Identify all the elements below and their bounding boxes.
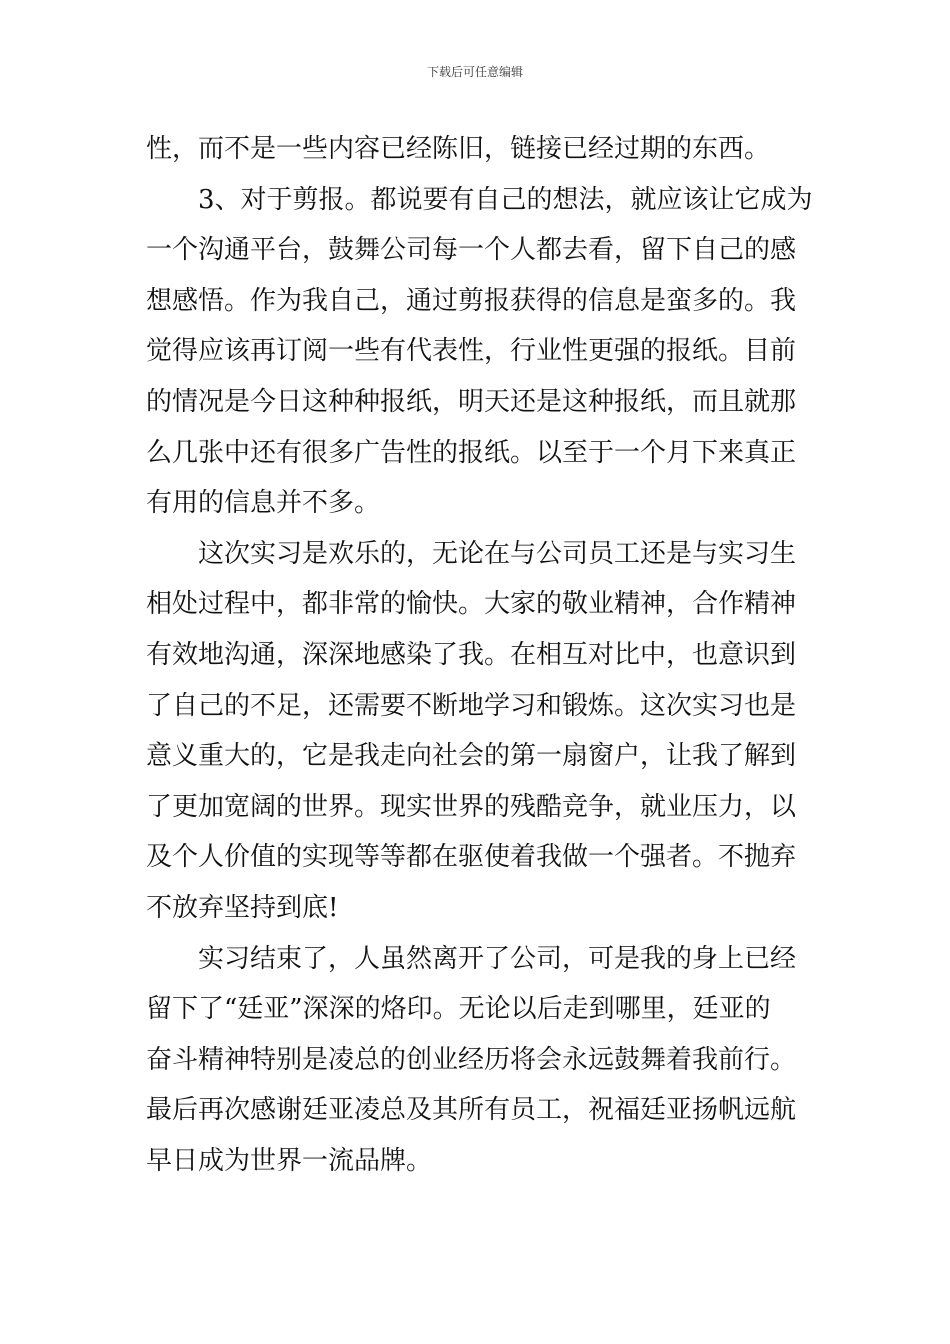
- text-line: 不放弃坚持到底!: [146, 892, 339, 923]
- text-line: 的情况是今日这种种报纸，明天还是这种报纸，而且就那: [146, 386, 797, 417]
- text-line: 了更加宽阔的世界。现实世界的残酷竞争，就业压力，以: [146, 791, 797, 822]
- page-header: 下载后可任意编辑: [426, 65, 523, 79]
- text-line: 有用的信息并不多。: [146, 488, 381, 519]
- text-line: 有效地沟通，深深地感染了我。在相互对比中，也意识到: [146, 639, 797, 670]
- text-line: 最后再次感谢廷亚凌总及其所有员工，祝福廷亚扬帆远航: [146, 1095, 797, 1126]
- paragraph-start-line: 这次实习是欢乐的，无论在与公司员工还是与实习生: [198, 538, 797, 569]
- text-line: 么几张中还有很多广告性的报纸。以至于一个月下来真正: [146, 437, 797, 468]
- text-line: 一个沟通平台，鼓舞公司每一个人都去看，留下自己的感: [146, 235, 797, 266]
- text-line: 奋斗精神特别是凌总的创业经历将会永远鼓舞着我前行。: [146, 1044, 797, 1075]
- text-line: 及个人价值的实现等等都在驱使着我做一个强者。不抛弃: [146, 842, 797, 873]
- text-line: 想感悟。作为我自己，通过剪报获得的信息是蛮多的。我: [146, 285, 797, 316]
- text-line: 早日成为世界一流品牌。: [146, 1145, 433, 1176]
- paragraph-start-line: 实习结束了，人虽然离开了公司，可是我的身上已经: [198, 943, 797, 974]
- paragraph-start-line: 3、对于剪报。都说要有自己的想法，就应该让它成为: [198, 184, 813, 215]
- text-line: 觉得应该再订阅一些有代表性，行业性更强的报纸。目前: [146, 336, 797, 367]
- text-line: 留下了“廷亚”深深的烙印。无论以后走到哪里，廷亚的: [146, 994, 771, 1025]
- text-line: 性，而不是一些内容已经陈旧，链接已经过期的东西。: [146, 134, 771, 164]
- document-body: [146, 124, 813, 1186]
- text-line: 相处过程中，都非常的愉快。大家的敬业精神，合作精神: [146, 589, 797, 620]
- text-line: 意义重大的，它是我走向社会的第一扇窗户，让我了解到: [146, 741, 797, 772]
- text-line: 了自己的不足，还需要不断地学习和锻炼。这次实习也是: [146, 690, 797, 721]
